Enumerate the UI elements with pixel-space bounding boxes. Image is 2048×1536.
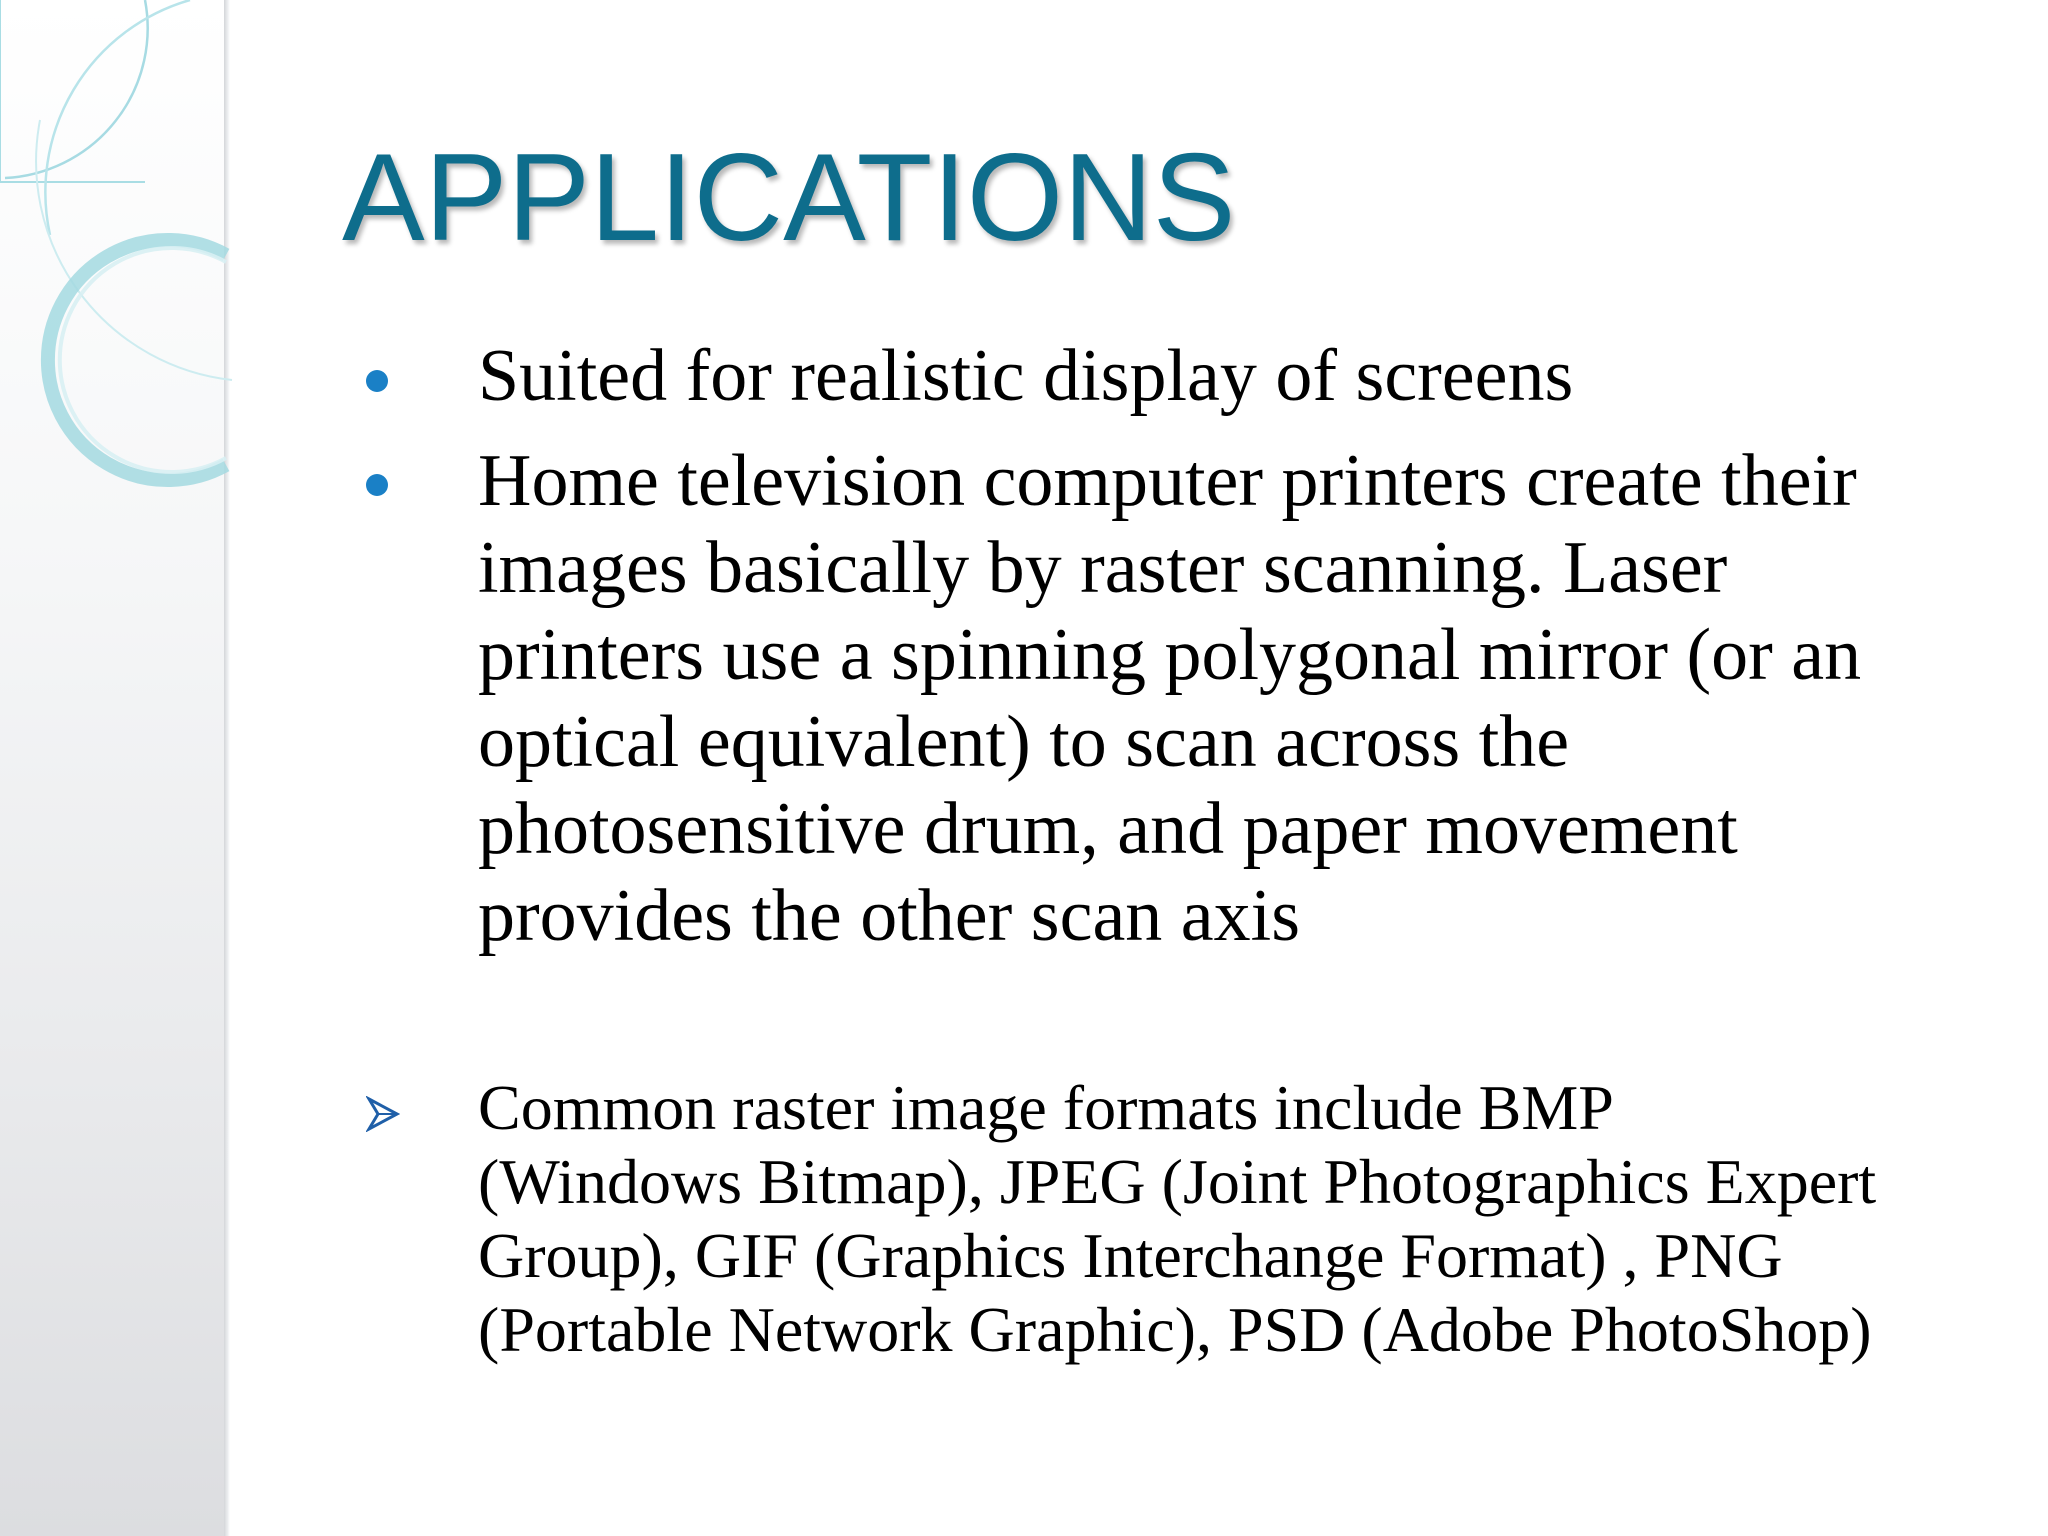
bullet-2-line-6: provides the other scan axis xyxy=(478,875,1300,957)
bullet-1-line-1: Suited for realistic display of screens xyxy=(478,335,1574,417)
bullet-2-line-4: optical equivalent) to scan across the xyxy=(478,701,1570,783)
bullet-text-2 xyxy=(478,438,1861,960)
arrow-bullet-icon xyxy=(366,1096,400,1132)
bullet-2-line-1: Home television computer printers create their xyxy=(478,440,1857,522)
bullet-3-line-4: (Portable Network Graphic), PSD (Adobe PhotoShop) xyxy=(478,1294,1872,1365)
deco-thick-ring xyxy=(48,240,226,480)
bullet-2-line-3: printers use a spinning polygonal mirror (or an xyxy=(478,614,1862,696)
bullet-3-line-2: (Windows Bitmap), JPEG (Joint Photographics Expert xyxy=(478,1146,1877,1217)
bullet-dot-icon xyxy=(366,370,388,392)
bullet-3-line-3: Group), GIF (Graphics Interchange Format) , PNG xyxy=(478,1220,1783,1291)
bullet-text-1 xyxy=(478,333,1573,420)
bullet-2-line-5: photosensitive drum, and paper movement xyxy=(478,788,1738,870)
deco-thin-arc-1 xyxy=(5,0,148,178)
bullet-2-line-2: images basically by raster scanning. Laser xyxy=(478,527,1728,609)
slide-title: APPLICATIONS xyxy=(342,129,1236,267)
decorative-rings xyxy=(0,0,240,520)
bullet-3-line-1: Common raster image formats include BMP xyxy=(478,1072,1614,1143)
bullet-dot-icon xyxy=(366,474,388,496)
bullet-text-3 xyxy=(478,1071,1876,1367)
